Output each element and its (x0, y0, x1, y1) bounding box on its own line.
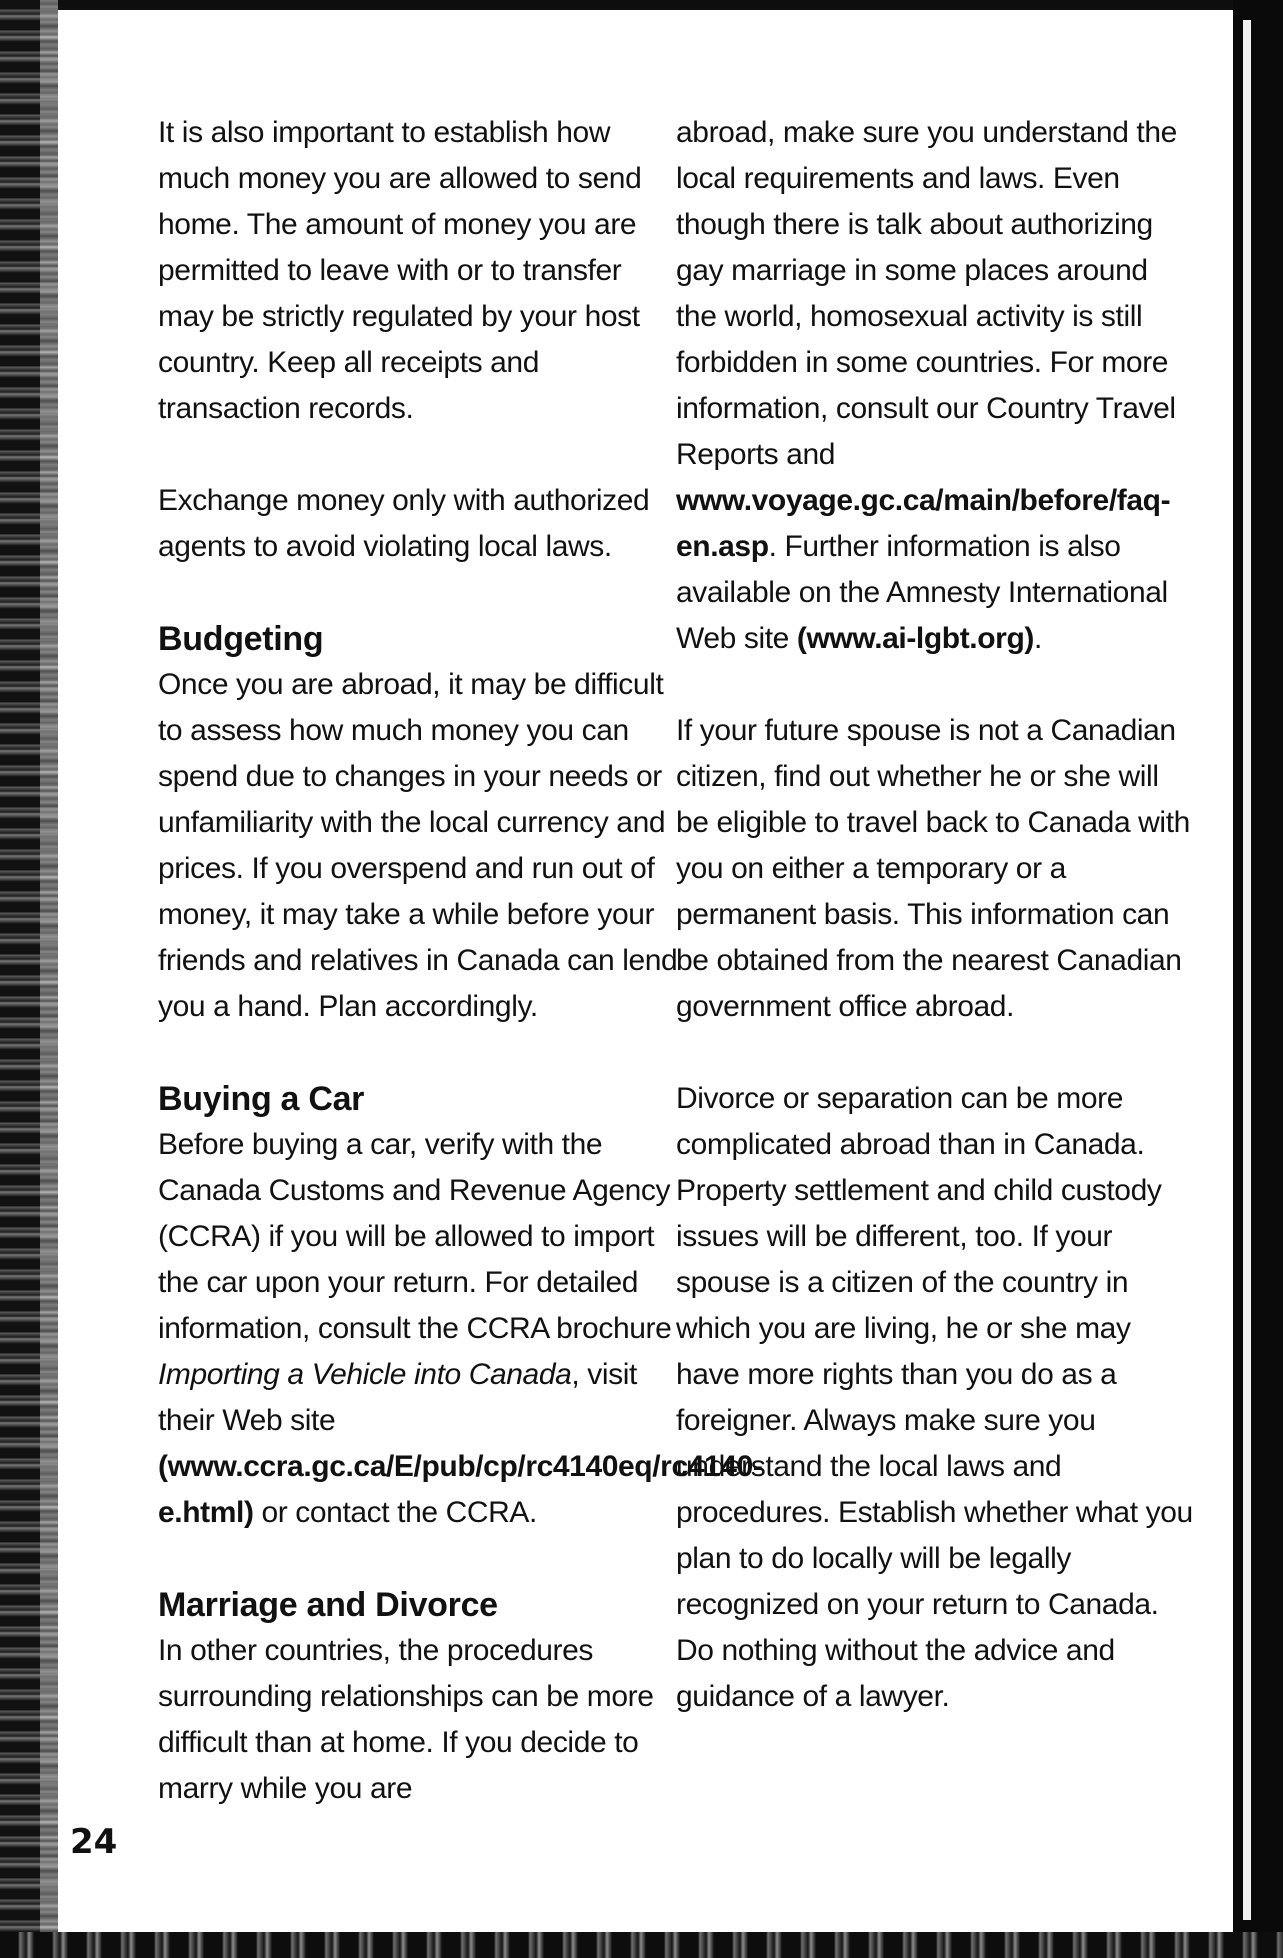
heading-buying-a-car: Buying a Car (158, 1080, 365, 1118)
scan-border-left (0, 0, 58, 1958)
paragraph-budgeting: Once you are abroad, it may be difficult to assess how much money you can spend due to changes in your needs or unfamiliarity with the local currency and prices. If you overspend and run out of money, it may take a while before your friends and relatives in Canada can lend you a hand. Plan accordingly. (158, 668, 678, 1023)
paragraph-divorce: Divorce or separation can be more complicated abroad than in Canada. Property settlement and child custody issues will be different, too. If your spouse is a citizen of the country in which you are living, he or she may have more rights than you do as a foreigner. Always make sure you understand the local laws and procedures. Establish whether what you plan to do locally will be legally recognized on your return to Canada. Do nothing without the advice and guidance of a lawyer. (676, 1082, 1193, 1713)
marriage-cont-text-a: abroad, make sure you understand the local requirements and laws. Even though there is talk about authorizing gay marriage in some places around the world, homosexual activity is still forbidden in some countries. For more information, consult our Country Travel Reports and (676, 116, 1177, 471)
car-text-c: or contact the CCRA. (253, 1496, 537, 1529)
voyage-url-link[interactable]: www.voyage.gc.ca/main/before/faq-en.asp (676, 484, 1171, 563)
right-column (676, 110, 1196, 1720)
scan-border-bottom (0, 1932, 1283, 1958)
car-text-b: , visit their Web site (158, 1358, 637, 1437)
page-number: 24 (70, 1822, 118, 1862)
left-column (158, 110, 763, 1812)
amnesty-url-link[interactable]: (www.ai-lgbt.org) (796, 622, 1034, 655)
document-page (58, 10, 1233, 1932)
marriage-cont-text-b: . Further information is also available on the Amnesty International Web site (676, 530, 1168, 655)
heading-budgeting: Budgeting (158, 620, 324, 658)
paragraph-marriage: In other countries, the procedures surrounding relationships can be more difficult than at home. If you decide to marry while you are (158, 1634, 654, 1805)
heading-marriage-and-divorce: Marriage and Divorce (158, 1586, 498, 1624)
paragraph-marriage-continued (676, 110, 1196, 662)
scan-border-right (1233, 0, 1283, 1958)
marriage-cont-text-c: . (1033, 622, 1042, 655)
ccra-url-link[interactable]: (www.ccra.gc.ca/E/pub/cp/rc4140eq/rc4140-e.html) (158, 1450, 763, 1529)
scan-border-top (0, 0, 1283, 10)
car-text-a: Before buying a car, verify with the Canada Customs and Revenue Agency (CCRA) if you will be allowed to import the car upon your return. For detailed information, consult the CCRA brochure (158, 1128, 672, 1345)
paragraph-money-transfer: It is also important to establish how much money you are allowed to send home. The amount of money you are permitted to leave with or to transfer may be strictly regulated by your host country. Keep all receipts and transaction records. (158, 116, 642, 425)
paragraph-buying-a-car (158, 1122, 763, 1536)
paragraph-exchange-money: Exchange money only with authorized agents to avoid violating local laws. (158, 484, 650, 563)
brochure-title: Importing a Vehicle into Canada (158, 1358, 572, 1391)
paragraph-future-spouse: If your future spouse is not a Canadian citizen, find out whether he or she will be eligible to travel back to Canada with you on either a temporary or a permanent basis. This information can be obtained from the nearest Canadian government office abroad. (676, 714, 1190, 1023)
